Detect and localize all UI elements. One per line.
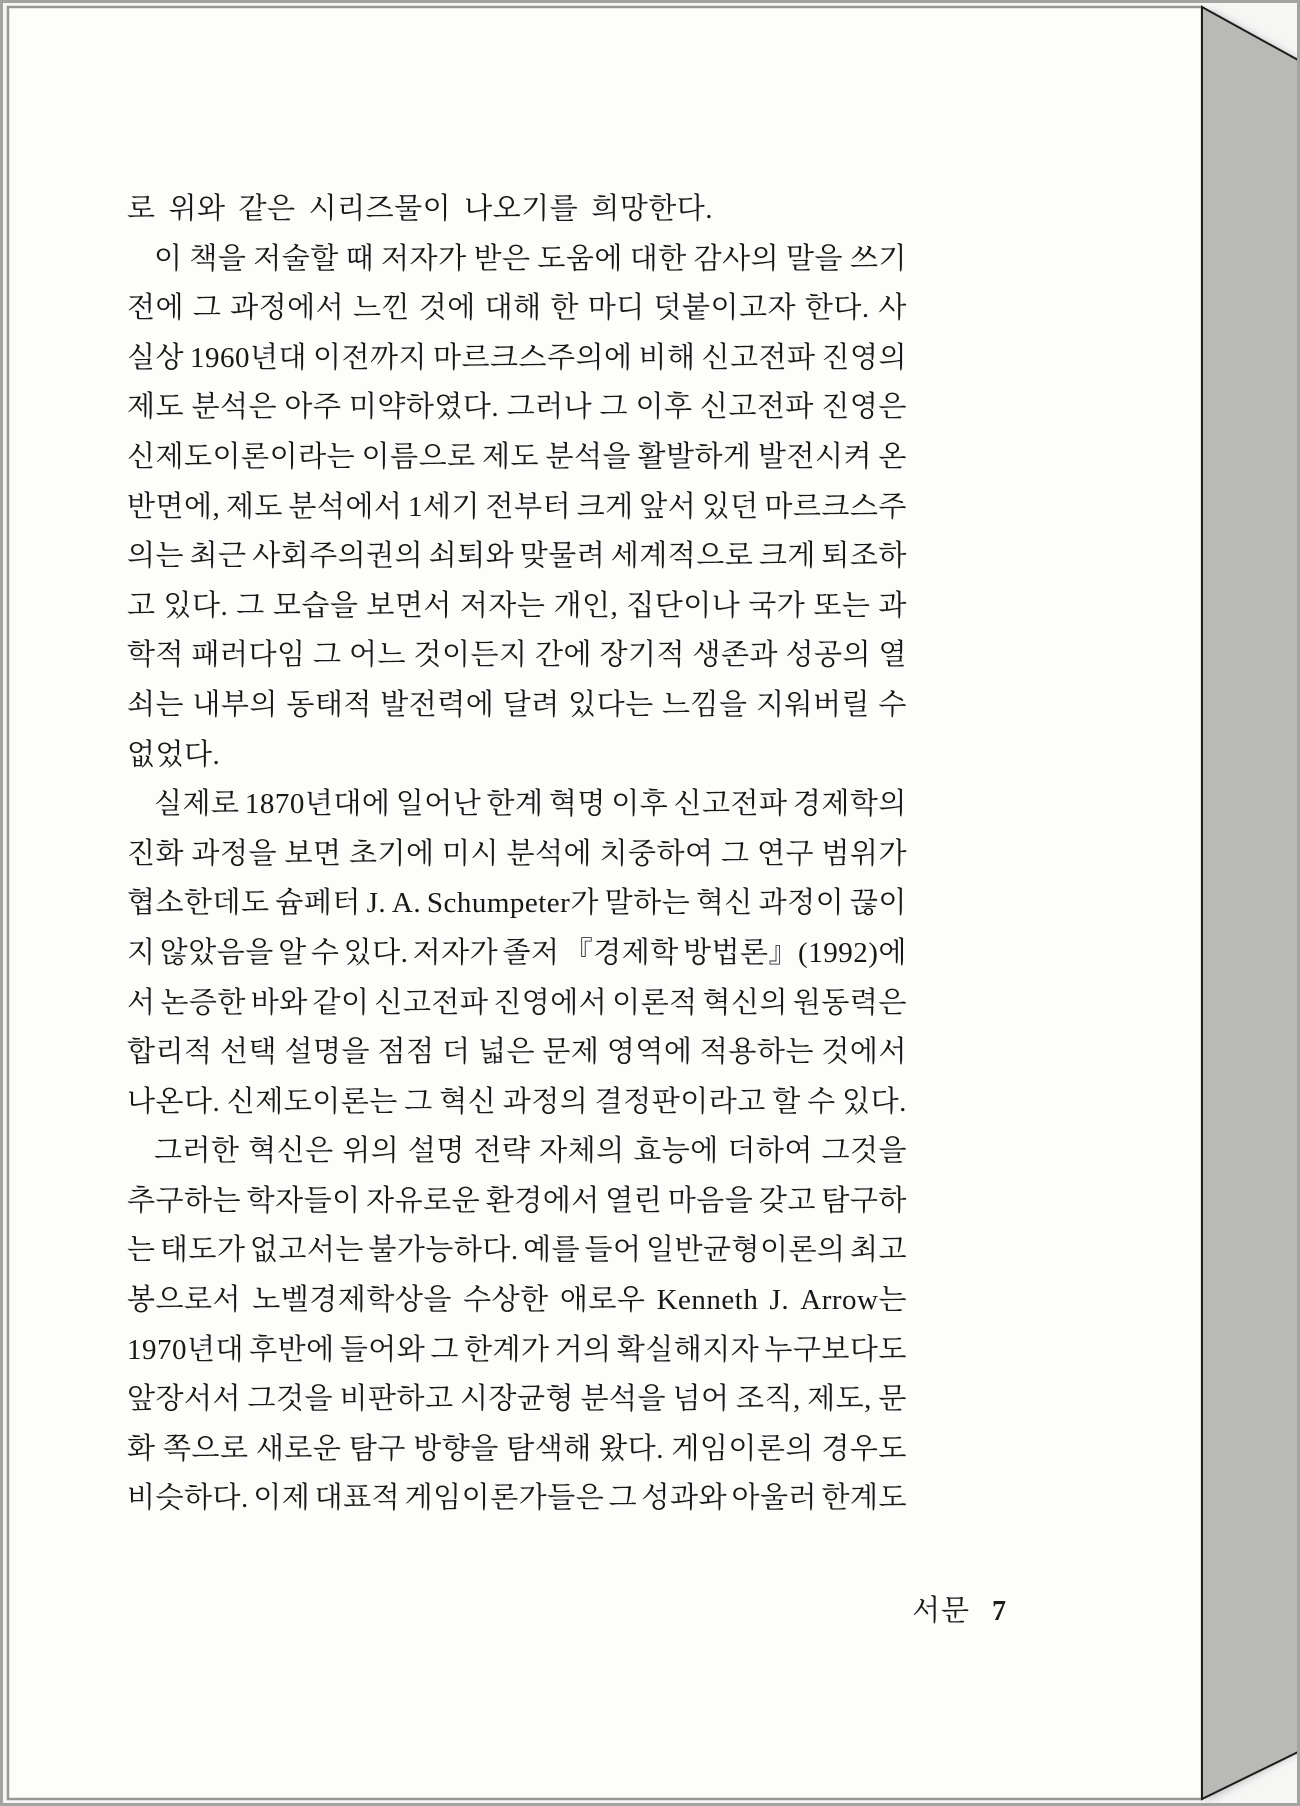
text-line: 추구하는 학자들이 자유로운 환경에서 열린 마음을 갖고 탐구하: [127, 1184, 907, 1217]
text-line: 쇠는 내부의 동태적 발전력에 달려 있다는 느낌을 지워버릴 수: [127, 688, 907, 721]
text-line: 나온다. 신제도이론는 그 혁신 과정의 결정판이라고 할 수 있다.: [127, 1085, 907, 1118]
text-line: 합리적 선택 설명을 점점 더 넓은 문제 영역에 적용하는 것에서: [127, 1036, 907, 1069]
text-line: 는 태도가 없고서는 불가능하다. 예를 들어 일반균형이론의 최고: [127, 1234, 907, 1267]
footer-page-number: 7: [992, 1596, 1008, 1627]
text-line: 비슷하다. 이제 대표적 게임이론가들은 그 성과와 아울러 한계도: [127, 1482, 907, 1515]
text-line: 실상 1960년대 이전까지 마르크스주의에 비해 신고전파 진영의: [127, 341, 907, 374]
text-line: 화 쪽으로 새로운 탐구 방향을 탐색해 왔다. 게임이론의 경우도: [127, 1432, 907, 1465]
text-line: 진화 과정을 보면 초기에 미시 분석에 치중하여 그 연구 범위가: [127, 837, 907, 870]
text-block: [127, 186, 907, 1525]
text-line: 학적 패러다임 그 어느 것이든지 간에 장기적 생존과 성공의 열: [127, 639, 907, 672]
text-line: 봉으로서 노벨경제학상을 수상한 애로우 Kenneth J. Arrow는: [127, 1284, 907, 1317]
text-line: 지 않았음을 알 수 있다. 저자가 졸저 『경제학 방법론』(1992)에: [127, 936, 907, 969]
text-line: 서 논증한 바와 같이 신고전파 진영에서 이론적 혁신의 원동력은: [127, 986, 907, 1019]
text-line: 전에 그 과정에서 느낀 것에 대해 한 마디 덧붙이고자 한다. 사: [127, 292, 907, 325]
text-line: 신제도이론이라는 이름으로 제도 분석을 활발하게 발전시켜 온: [127, 440, 907, 473]
text-line: 실제로 1870년대에 일어난 한계 혁명 이후 신고전파 경제학의: [154, 788, 907, 821]
text-line: 고 있다. 그 모습을 보면서 저자는 개인, 집단이나 국가 또는 과: [127, 589, 907, 622]
text-line: 협소한데도 슘페터 J. A. Schumpeter가 말하는 혁신 과정이 끊이: [127, 887, 907, 920]
text-line: 의는 최근 사회주의권의 쇠퇴와 맞물려 세계적으로 크게 퇴조하: [127, 540, 907, 573]
page-footer: [912, 1588, 1007, 1629]
text-line: 반면에, 제도 분석에서 1세기 전부터 크게 앞서 있던 마르크스주: [127, 490, 907, 523]
text-line: 이 책을 저술할 때 저자가 받은 도움에 대한 감사의 말을 쓰기: [154, 242, 907, 275]
text-line: 없었다.: [127, 738, 221, 771]
text-line: 제도 분석은 아주 미약하였다. 그러나 그 이후 신고전파 진영은: [127, 391, 907, 424]
fore-edge-panel: [1202, 7, 1298, 1799]
text-line: 그러한 혁신은 위의 설명 전략 자체의 효능에 더하여 그것을: [154, 1135, 907, 1168]
footer-section-label: 서문: [912, 1595, 971, 1627]
text-line: 앞장서서 그것을 비판하고 시장균형 분석을 넘어 조직, 제도, 문: [127, 1383, 907, 1416]
text-line: 1970년대 후반에 들어와 그 한계가 거의 확실해지자 누구보다도: [127, 1333, 907, 1366]
text-line: 로 위와 같은 시리즈물이 나오기를 희망한다.: [127, 193, 714, 225]
